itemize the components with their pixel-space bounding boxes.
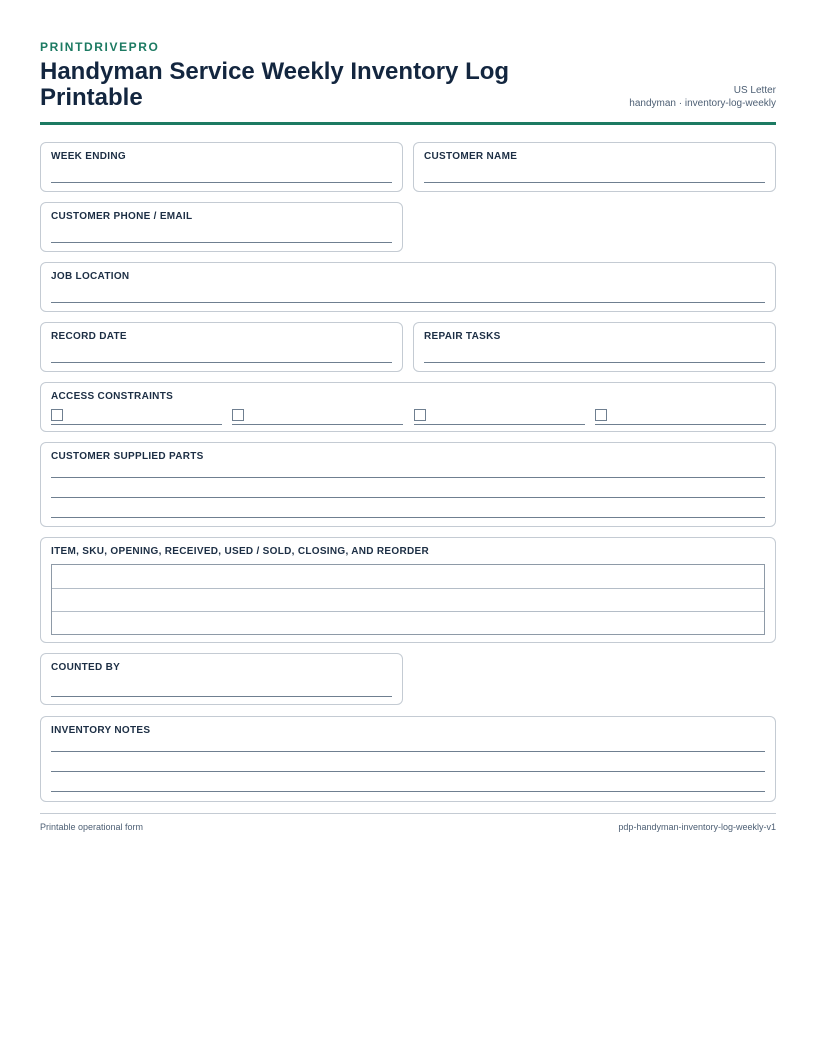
option-line[interactable] xyxy=(51,424,222,425)
checkbox[interactable] xyxy=(232,409,244,421)
inventory-table-section xyxy=(40,537,776,643)
record-date-label: RECORD DATE xyxy=(51,331,127,342)
brand-name: PRINTDRIVEPRO xyxy=(40,40,160,54)
inventory-table[interactable] xyxy=(51,564,765,635)
table-row-divider xyxy=(52,611,764,612)
counted-by-label: COUNTED BY xyxy=(51,662,121,673)
access-constraint-option[interactable] xyxy=(595,409,766,425)
document-meta xyxy=(629,84,776,110)
option-line[interactable] xyxy=(232,424,403,425)
customer-name-field[interactable] xyxy=(413,142,776,192)
inventory-table-label: ITEM, SKU, OPENING, RECEIVED, USED / SOLD, CLOSING, AND REORDER xyxy=(51,546,430,557)
access-constraints-label: ACCESS CONSTRAINTS xyxy=(51,391,174,402)
footer-rule xyxy=(40,813,776,814)
access-constraints-field xyxy=(40,382,776,432)
option-line[interactable] xyxy=(414,424,585,425)
form-slug: handyman · inventory-log-weekly xyxy=(629,98,776,109)
repair-tasks-line[interactable] xyxy=(424,362,765,363)
job-location-label: JOB LOCATION xyxy=(51,271,130,282)
checkbox[interactable] xyxy=(595,409,607,421)
page-title: Handyman Service Weekly Inventory Log Printable xyxy=(40,58,510,111)
counted-by-field[interactable] xyxy=(40,653,403,705)
parts-line[interactable] xyxy=(51,517,765,518)
parts-line[interactable] xyxy=(51,477,765,478)
access-constraint-option[interactable] xyxy=(51,409,222,425)
customer-supplied-parts-field[interactable] xyxy=(40,442,776,527)
inventory-notes-label: INVENTORY NOTES xyxy=(51,725,151,736)
notes-line[interactable] xyxy=(51,751,765,752)
checkbox[interactable] xyxy=(414,409,426,421)
job-location-field[interactable] xyxy=(40,262,776,312)
week-ending-field[interactable] xyxy=(40,142,403,192)
counted-by-line[interactable] xyxy=(51,696,392,697)
access-constraint-option[interactable] xyxy=(414,409,585,425)
inventory-notes-field[interactable] xyxy=(40,716,776,802)
option-line[interactable] xyxy=(595,424,766,425)
customer-name-label: CUSTOMER NAME xyxy=(424,151,518,162)
customer-contact-label: CUSTOMER PHONE / EMAIL xyxy=(51,211,193,222)
job-location-line[interactable] xyxy=(51,302,765,303)
record-date-line[interactable] xyxy=(51,362,392,363)
footer-caption: Printable operational form xyxy=(40,822,144,832)
parts-line[interactable] xyxy=(51,497,765,498)
customer-contact-field[interactable] xyxy=(40,202,403,252)
notes-line[interactable] xyxy=(51,771,765,772)
repair-tasks-field[interactable] xyxy=(413,322,776,372)
header-rule xyxy=(40,122,776,125)
table-row-divider xyxy=(52,588,764,589)
access-constraint-option[interactable] xyxy=(232,409,403,425)
repair-tasks-label: REPAIR TASKS xyxy=(424,331,501,342)
record-date-field[interactable] xyxy=(40,322,403,372)
week-ending-line[interactable] xyxy=(51,182,392,183)
customer-contact-line[interactable] xyxy=(51,242,392,243)
notes-line[interactable] xyxy=(51,791,765,792)
week-ending-label: WEEK ENDING xyxy=(51,151,126,162)
customer-name-line[interactable] xyxy=(424,182,765,183)
checkbox[interactable] xyxy=(51,409,63,421)
paper-size: US Letter xyxy=(733,85,776,96)
customer-supplied-parts-label: CUSTOMER SUPPLIED PARTS xyxy=(51,451,204,462)
form-id: pdp-handyman-inventory-log-weekly-v1 xyxy=(618,822,776,832)
